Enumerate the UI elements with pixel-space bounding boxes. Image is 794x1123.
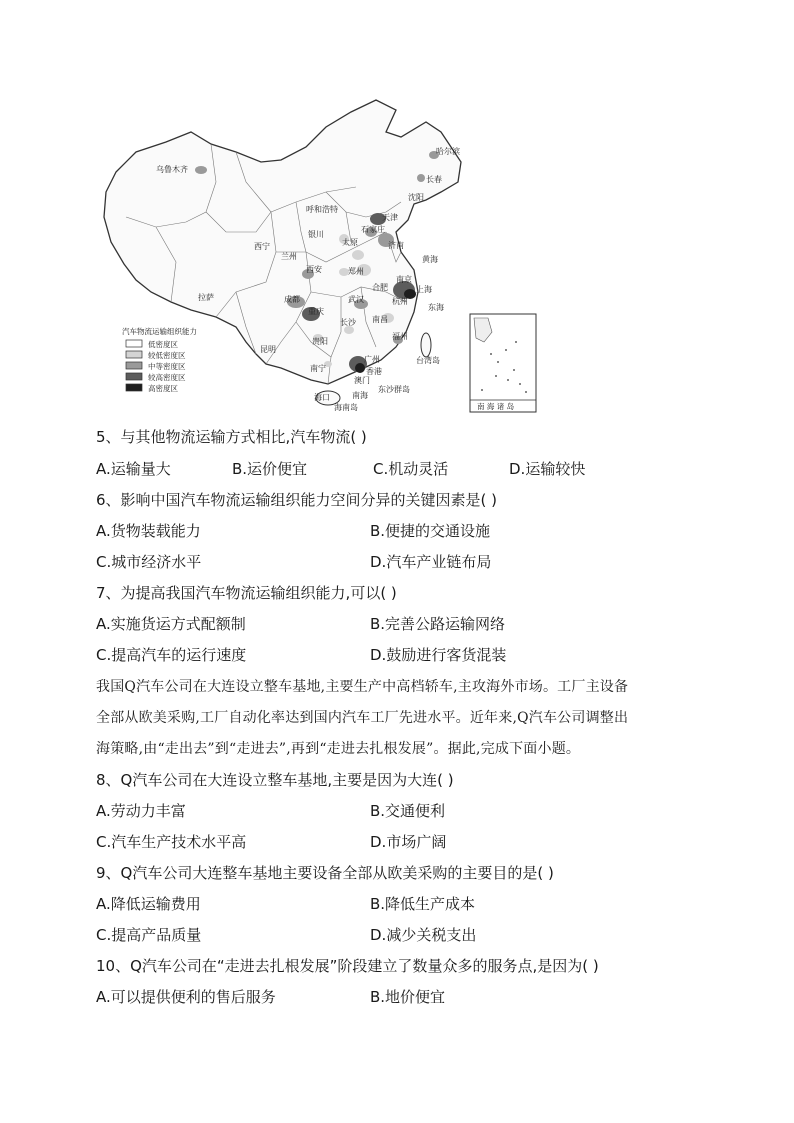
- map-legend: [122, 326, 197, 393]
- city-label: 台湾岛: [416, 356, 440, 365]
- reading-passage: [96, 672, 708, 765]
- legend-swatch: [126, 362, 142, 369]
- city-label: 兰州: [281, 252, 297, 261]
- city-label: 福州: [392, 332, 408, 341]
- legend-title: 汽车物流运输组织能力: [122, 327, 197, 336]
- city-label: 海南岛: [334, 403, 358, 412]
- q8-option-a[interactable]: A.劳动力丰富: [96, 802, 186, 820]
- legend-swatch: [126, 384, 142, 391]
- legend-item: 中等密度区: [148, 362, 186, 371]
- q6-option-d[interactable]: D.汽车产业链布局: [370, 553, 492, 571]
- q9-option-c[interactable]: C.提高产品质量: [96, 926, 202, 944]
- q7-option-c[interactable]: C.提高汽车的运行速度: [96, 646, 247, 664]
- q8-option-d[interactable]: D.市场广阔: [370, 833, 447, 851]
- q5-option-b[interactable]: B.运价便宜: [232, 460, 308, 478]
- q6-option-b[interactable]: B.便捷的交通设施: [370, 522, 491, 540]
- q8-option-b[interactable]: B.交通便利: [370, 802, 446, 820]
- q5-option-c[interactable]: C.机动灵活: [373, 460, 449, 478]
- city-label: 武汉: [348, 295, 364, 304]
- legend-item: 高密度区: [148, 384, 178, 393]
- city-label: 南宁: [310, 364, 326, 373]
- question-10-stem: 10、Q汽车公司在“走进去扎根发展”阶段建立了数量众多的服务点,是因为( ): [96, 957, 599, 975]
- city-label: 西安: [306, 265, 322, 274]
- city-label: 海口: [314, 393, 330, 402]
- china-logistics-map: [96, 92, 542, 418]
- city-label: 银川: [308, 230, 324, 239]
- city-label: 黄海: [422, 255, 438, 264]
- city-label: 贵阳: [312, 337, 328, 346]
- city-label: 东沙群岛: [378, 385, 410, 394]
- question-9-stem: 9、Q汽车公司大连整车基地主要设备全部从欧美采购的主要目的是( ): [96, 864, 554, 882]
- legend-swatch: [126, 351, 142, 358]
- city-label: 沈阳: [408, 193, 424, 202]
- city-label: 杭州: [392, 297, 408, 306]
- city-label: 南昌: [372, 315, 388, 324]
- taiwan-island: [421, 333, 431, 357]
- q10-option-b[interactable]: B.地价便宜: [370, 988, 446, 1006]
- question-8-stem: 8、Q汽车公司在大连设立整车基地,主要是因为大连( ): [96, 771, 454, 789]
- q7-option-b[interactable]: B.完善公路运输网络: [370, 615, 506, 633]
- city-label: 天津: [382, 213, 398, 222]
- legend-swatch: [126, 373, 142, 380]
- legend-item: 较低密度区: [148, 351, 186, 360]
- q9-option-d[interactable]: D.减少关税支出: [370, 926, 477, 944]
- legend-swatch: [126, 340, 142, 347]
- passage-line: 我国Q汽车公司在大连设立整车基地,主要生产中高档轿车,主攻海外市场。工厂主设备: [96, 679, 629, 695]
- map-svg: [96, 92, 542, 418]
- q9-option-a[interactable]: A.降低运输费用: [96, 895, 201, 913]
- question-7-stem: 7、为提高我国汽车物流运输组织能力,可以( ): [96, 584, 397, 602]
- city-label: 南海: [352, 391, 368, 400]
- q7-option-d[interactable]: D.鼓励进行客货混装: [370, 646, 507, 664]
- city-label: 东海: [428, 303, 444, 312]
- city-label: 成都: [284, 295, 300, 304]
- city-label: 昆明: [260, 345, 276, 354]
- legend-item: 低密度区: [148, 340, 178, 349]
- question-5-stem: 5、与其他物流运输方式相比,汽车物流( ): [96, 428, 367, 446]
- city-label: 长沙: [340, 318, 356, 327]
- city-label: 上海: [416, 285, 432, 294]
- city-label: 拉萨: [198, 293, 214, 302]
- city-label: 太原: [342, 238, 358, 247]
- q5-option-d[interactable]: D.运输较快: [509, 460, 586, 478]
- city-label: 郑州: [348, 267, 364, 276]
- q9-option-b[interactable]: B.降低生产成本: [370, 895, 476, 913]
- city-label: 重庆: [308, 307, 324, 316]
- city-label: 香港: [366, 367, 382, 376]
- city-label: 南京: [396, 275, 412, 284]
- q5-option-a[interactable]: A.运输量大: [96, 460, 171, 478]
- city-label: 济南: [388, 241, 404, 250]
- city-label: 广州: [364, 355, 380, 364]
- question-6-stem: 6、影响中国汽车物流运输组织能力空间分异的关键因素是( ): [96, 491, 498, 509]
- q7-option-a[interactable]: A.实施货运方式配额制: [96, 615, 246, 633]
- city-label: 乌鲁木齐: [156, 165, 188, 174]
- passage-line: 全部从欧美采购,工厂自动化率达到国内汽车工厂先进水平。近年来,Q汽车公司调整出: [96, 710, 629, 726]
- q6-option-c[interactable]: C.城市经济水平: [96, 553, 202, 571]
- city-label: 呼和浩特: [306, 205, 338, 214]
- passage-line: 海策略,由“走出去”到“走进去”,再到“走进去扎根发展”。据此,完成下面小题。: [96, 741, 581, 757]
- city-label: 哈尔滨: [436, 147, 460, 156]
- city-label: 长春: [426, 175, 442, 184]
- city-label: 合肥: [372, 283, 388, 292]
- south-china-sea-inset: [470, 314, 536, 412]
- inset-label: 南 海 诸 岛: [477, 402, 515, 411]
- q8-option-c[interactable]: C.汽车生产技术水平高: [96, 833, 247, 851]
- city-label: 澳门: [354, 376, 370, 385]
- city-label: 西宁: [254, 242, 270, 251]
- legend-item: 较高密度区: [148, 373, 186, 382]
- city-label: 石家庄: [361, 225, 385, 234]
- q6-option-a[interactable]: A.货物装载能力: [96, 522, 201, 540]
- q10-option-a[interactable]: A.可以提供便利的售后服务: [96, 988, 276, 1006]
